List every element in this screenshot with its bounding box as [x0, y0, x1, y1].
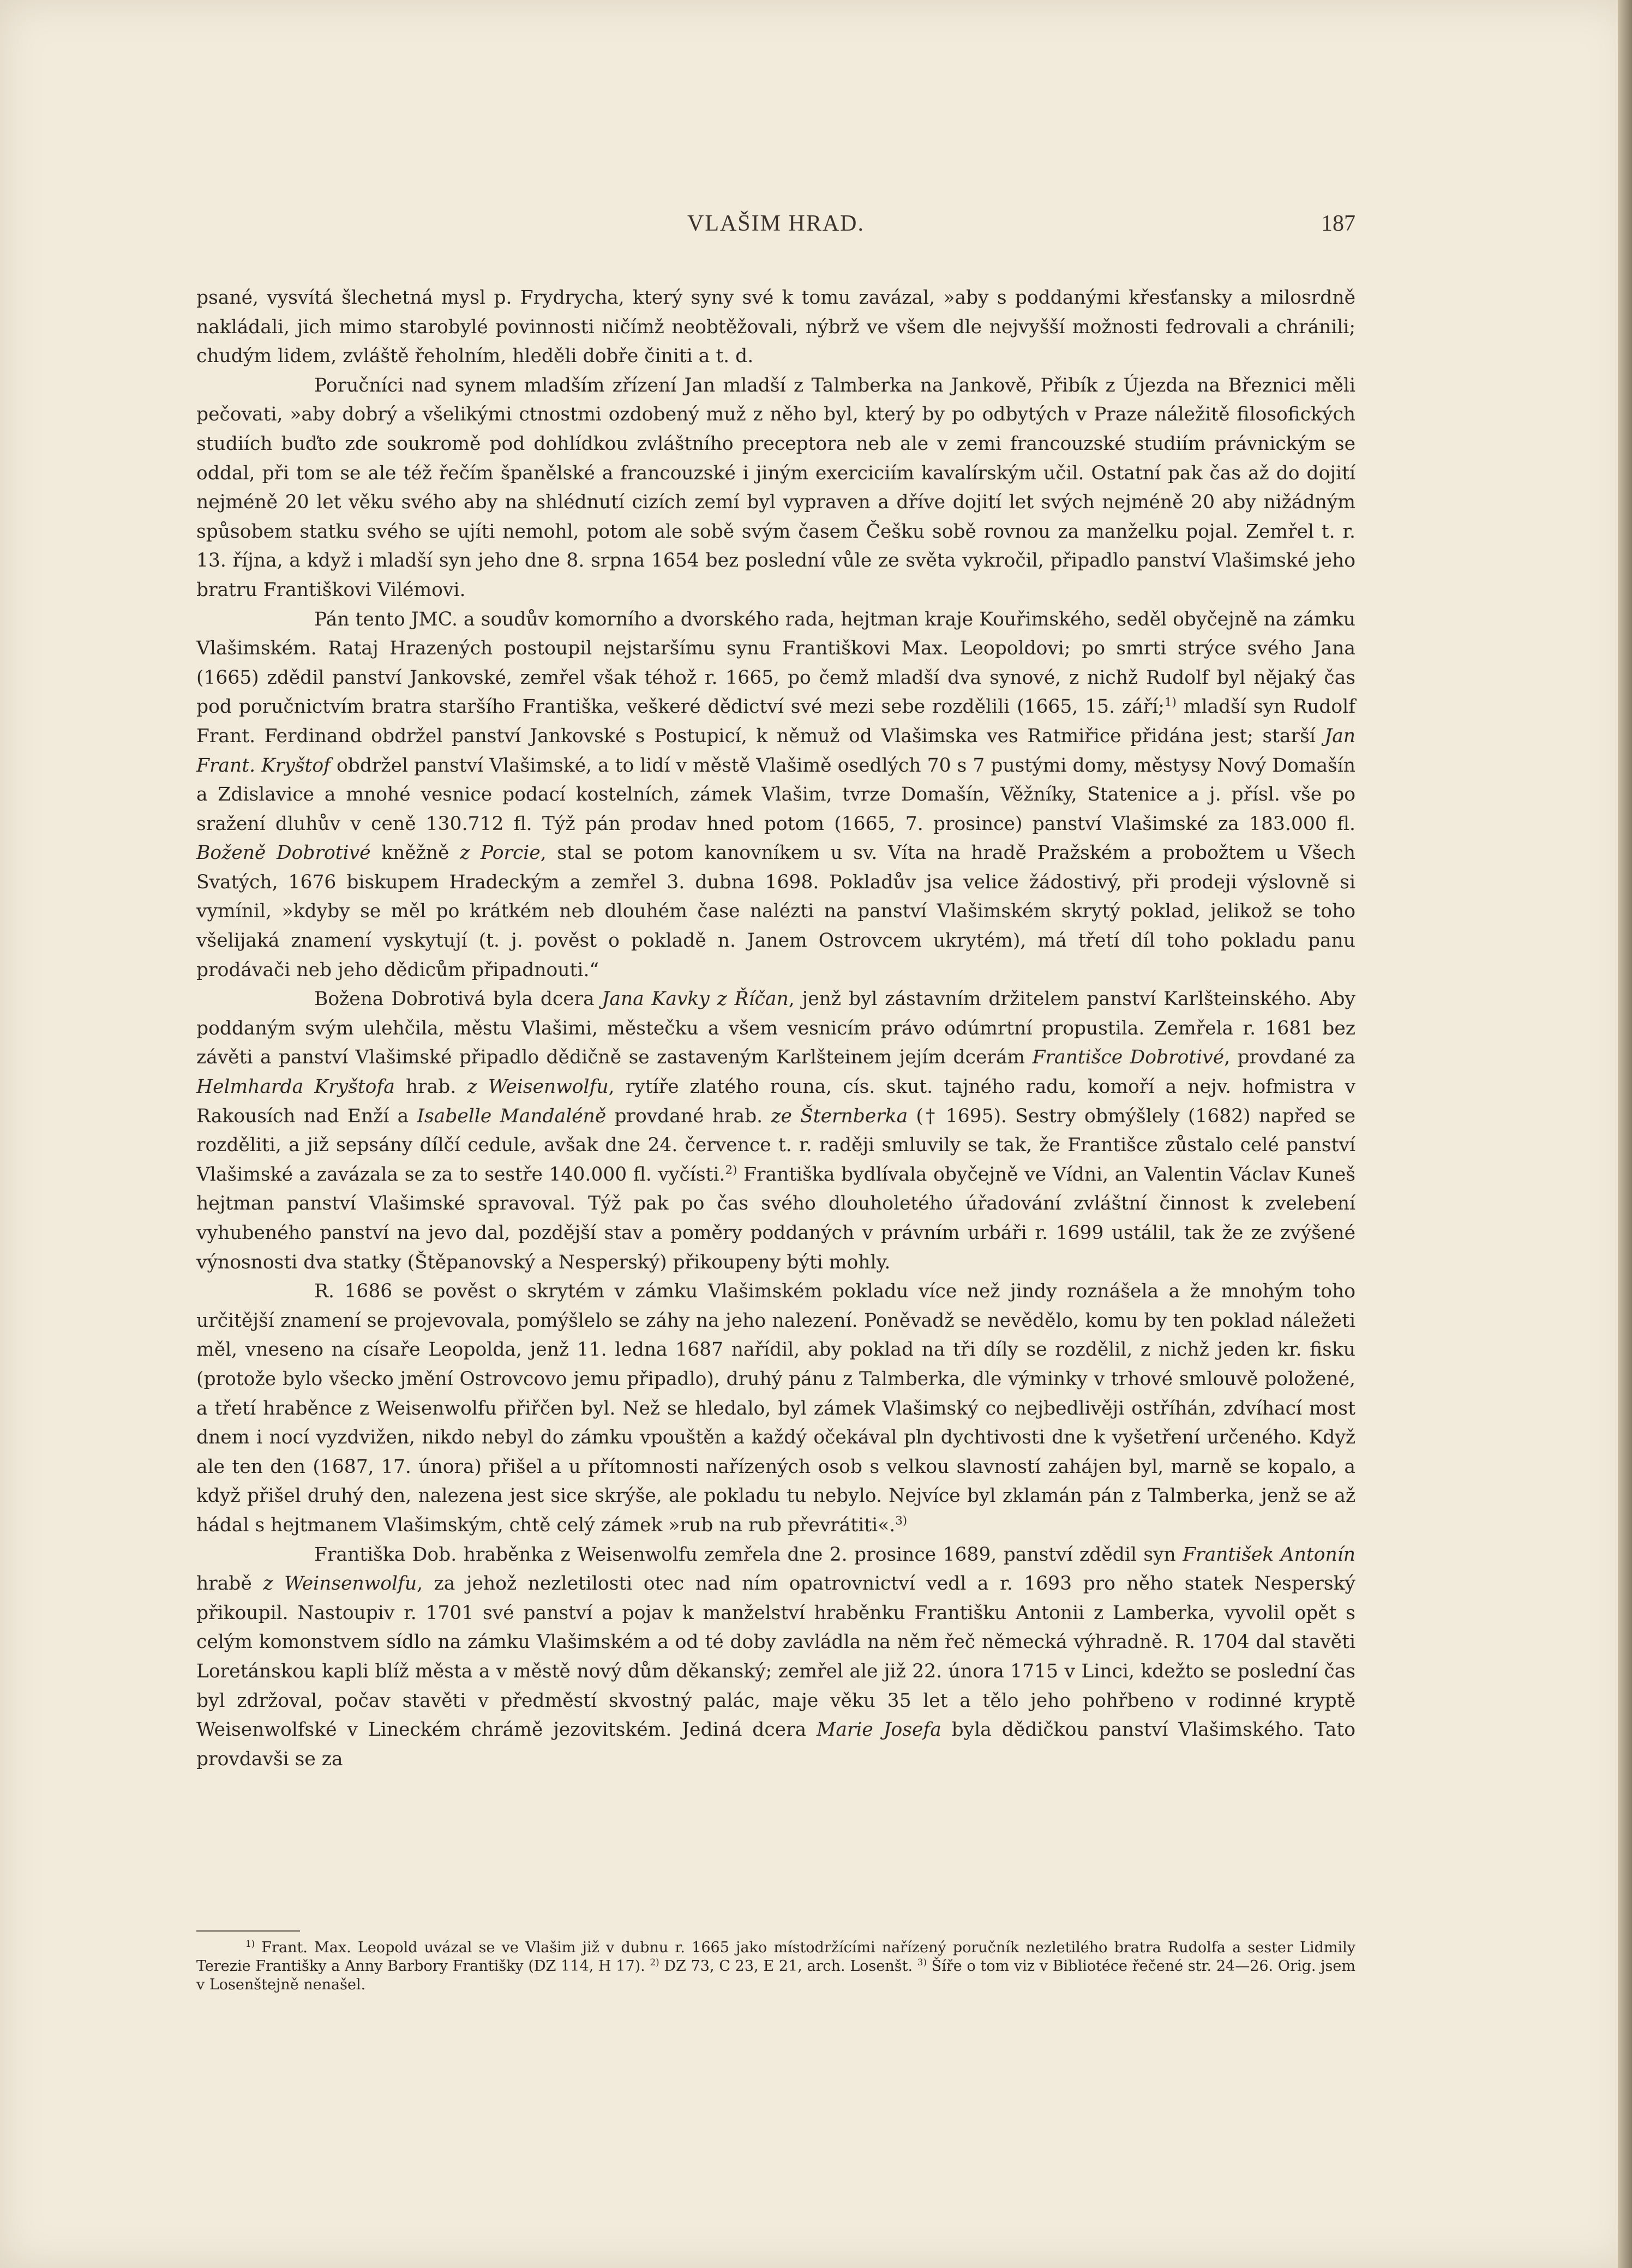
paragraph	[196, 605, 1355, 985]
footnote-marker: 1)	[1164, 695, 1177, 709]
running-header	[196, 203, 1355, 246]
text-run: DZ 73, C 23, E 21, arch. Losenšt.	[659, 1958, 917, 1975]
paragraph	[196, 1541, 1355, 1774]
text-run: , rytíře zlatého rouna, cís. skut. tajného radu, komoří a nejv. hofmistra v Rakousích nad Enží a	[196, 1076, 1356, 1127]
italic-name: Isabelle Mandaléně	[417, 1105, 607, 1127]
italic-name: Marie Josefa	[817, 1719, 941, 1741]
footnote-marker: 1)	[245, 1938, 255, 1949]
text-run: , provdané za	[1224, 1046, 1355, 1069]
text-run: byla dědičkou panství Vlašimského. Tato provdavši se za	[196, 1719, 1355, 1770]
text-run: Pán tento JMC. a soudův komorního a dvorského rada, hejtman kraje Kouřimského, seděl obyčejně na zámku Vlašimském. Rataj Hrazených postoupil nejstaršímu synu Františkovi Max. Leopoldovi; po smrti strýce svého Jana (1665) zdědil panství Jankovské, zemřel však téhož r. 1665, po čemž mladší dva synové, z nichž Rudolf byl nějaký čas pod poručnictvím bratra staršího Františka, veškeré dědictví své mezi sebe rozdělili (1665, 15. září;	[196, 608, 1355, 718]
footnote-rule	[196, 1930, 300, 1932]
text-run: , stal se potom kanovníkem u sv. Víta na hradě Pražském a probožtem u Všech Svatých, 1676 biskupem Hradeckým a zemřel 3. dubna 1698. Pokladův jsa velice žádostivý, při prodeji výslovně si vymínil, »kdyby se měl po krátkém neb dlouhém čase nalézti na panství Vlašimském skrytý poklad, jelikož se toho všelijaká znamení vyskytují (t. j. pověst o pokladě n. Janem Ostrovcem ukrytém), má třetí díl toho pokladu panu prodávači neb jeho dědicům připadnouti.“	[196, 842, 1356, 981]
text-run: R. 1686 se pověst o skrytém v zámku Vlašimském pokladu více než jindy roznášela a že mnohým toho určitější znamení se projevovala, pomýšlelo se záhy na jeho nalezení. Poněvadž se nevědělo, komu by ten poklad náležeti měl, vneseno na císaře Leopolda, jenž 11. ledna 1687 nařídil, aby poklad na tři díly se rozdělil, z nichž jeden kr. fisku (protože bylo všecko jmění Ostrovcovo jemu připadlo), druhý pánu z Talmberka, dle výminky v trhové smlouvě položené, a třetí hraběnce z Weisenwolfu přiřčen byl. Než se hledalo, byl zámek Vlašimský co nejbedlivěji ostříhán, zdvíhací most dnem i nocí vyzdvižen, nikdo nebyl do zámku vpouštěn a každý očekával pln dychtivosti dne k vyšetření určeného. Když ale ten den (1687, 17. února) přišel a u přítomnosti nařízených osob s velkou slavností zahájen byl, marně se kopalo, a když přišel druhý den, nalezena jest sice skrýše, ale pokladu tu nebylo. Nejvíce byl zklamán pán z Talmberka, jenž se až hádal s hejtmanem Vlašimským, chtě celý zámek »rub na rub převrátiti«.	[196, 1280, 1355, 1536]
text-run: psané, vysvítá šlechetná mysl p. Frydrycha, který syny své k tomu zavázal, »aby s poddanými křesťansky a milosrdně nakládali, jich mimo starobylé povinnosti ničímž neobtěžovali, nýbrž ve všem dle nejvyšší možnosti fedrovali a chránili; chudým lidem, zvláště řeholním, hleděli dobře činiti a t. d.	[196, 287, 1355, 368]
italic-name: Boženě Dobrotivé	[196, 842, 371, 864]
footnote-marker: 2)	[650, 1957, 659, 1968]
footnote-marker: 3)	[895, 1514, 908, 1528]
italic-name: František Antonín	[1183, 1543, 1355, 1566]
italic-name: ze Šternberka	[771, 1105, 908, 1127]
italic-name: z Weinsenwolfu	[263, 1573, 417, 1595]
binding-edge	[1618, 0, 1632, 2268]
text-run: hrabě	[196, 1573, 263, 1595]
text-run: kněžně	[370, 842, 460, 864]
text-run: provdané hrab.	[606, 1105, 771, 1127]
running-title: VLAŠIM HRAD.	[687, 211, 865, 236]
paragraph	[196, 985, 1355, 1277]
footnotes	[196, 1939, 1355, 1994]
text-run: hrab.	[394, 1076, 467, 1098]
text-run: Františka Dob. hraběnka z Weisenwolfu zemřela dne 2. prosince 1689, panství zdědil syn	[314, 1543, 1183, 1566]
text-run: obdržel panství Vlašimské, a to lidí v městě Vlašimě osedlých 70 s 7 pustými domy, městysy Nový Domašín a Zdislavice a mnohé vesnice podací kostelních, zámek Vlašim, tvrze Domašín, Věžníky, Statenice a j. přísl. vše po sražení dluhův v ceně 130.712 fl. Týž pán prodav hned potom (1665, 7. prosince) panství Vlašimské za 183.000 fl.	[196, 754, 1355, 835]
page-number: 187	[1321, 211, 1355, 236]
italic-name: Františce Dobrotivé	[1032, 1046, 1225, 1069]
text-run: Šíře o tom viz v Bibliotéce řečené str. 24—26. Orig. jsem v Losenštejně nenašel.	[196, 1958, 1355, 1993]
footnote	[196, 1939, 1355, 1994]
text-run: Božena Dobrotivá byla dcera	[314, 988, 602, 1010]
paragraph	[196, 1277, 1355, 1540]
text-run: Poručníci nad synem mladším zřízení Jan mladší z Talmberka na Jankově, Přibík z Újezda na Březnici měli pečovati, »aby dobrý a všelikými ctnostmi ozdobený muž z něho byl, který by po odbytých v Praze náležitě filosofických studiích buďto zde soukromě pod dohlídkou zvláštního preceptora neb ale v zemi francouzské studiím právnickým se oddal, při tom se ale též řečím španělské a francouzské i jiným exerciciím kavalírským učil. Ostatní pak čas až do dojití nejméně 20 let věku svého aby na shlédnutí cizích zemí byl vypraven a dříve dojití let svých nejméně 20 aby nižádným spůsobem statku svého se ujíti nemohl, potom ale sobě svým časem Češku sobě rovnou za manželku pojal. Zemřel t. r. 13. října, a když i mladší syn jeho dne 8. srpna 1654 bez poslední vůle ze světa vykročil, připadlo panství Vlašimské jeho bratru Františkovi Vilémovi.	[196, 374, 1355, 601]
italic-name: Jan Frant. Kryštof	[196, 725, 1355, 777]
paragraph	[196, 284, 1355, 371]
italic-name: z Weisenwolfu	[467, 1076, 609, 1098]
text-run: mladší syn Rudolf Frant. Ferdinand obdržel panství Jankovské s Postupicí, k němuž od Vlašimska ves Ratmiřice přidána jest; starší	[196, 696, 1356, 747]
paragraph	[196, 371, 1355, 605]
text-run: Františka bydlívala obyčejně ve Vídni, an Valentin Václav Kuneš hejtman panství Vlašimské spravoval. Týž pak po čas svého dlouholetého úřadování zvláštní činnost k zvelebení vyhubeného panství na jevo dal, pozdější stav a poměry poddaných v právním urbáři r. 1699 ustálil, tak že ze zvýšené výnosnosti dva statky (Štěpanovský a Nesperský) přikoupeny býti mohly.	[196, 1163, 1355, 1273]
italic-name: z Porcie	[460, 842, 541, 864]
italic-name: Helmharda Kryštofa	[196, 1076, 395, 1098]
text-run: († 1695). Sestry obmýšlely (1682) napřed se rozděliti, a již sepsány dílčí cedule, avšak dne 24. července t. r. raději smluvily se tak, že Františce zůstalo celé panství Vlašimské a zavázala se za to sestře 140.000 fl. vyčísti.	[196, 1105, 1356, 1186]
text-run: , za jehož nezletilosti otec nad ním opatrovnictví vedl a r. 1693 pro něho statek Nesperský přikoupil. Nastoupiv r. 1701 své panství a pojav k manželství hraběnku Františku Antonii z Lamberka, vyvolil opět s celým komonstvem sídlo na zámku Vlašimském a od té doby zavládla na něm řeč německá výhradně. R. 1704 dal stavěti Loretánskou kapli blíž města a v městě nový dům děkanský; zemřel ale již 22. února 1715 v Linci, kdežto se poslední čas byl zdržoval, počav stavěti v předměstí skvostný palác, maje věku 35 let a tělo jeho pohřbeno v rodinné kryptě Weisenwolfské v Lineckém chrámě jezovitském. Jediná dcera	[196, 1573, 1355, 1741]
footnote-marker: 3)	[917, 1957, 927, 1968]
text-run: , jenž byl zástavním držitelem panství Karlšteinského. Aby poddaným svým ulehčila, městu Vlašimi, městečku a všem vesnicím právo odúmrtní propustila. Zemřela r. 1681 bez závěti a panství Vlašimské připadlo dědičně se zastaveným Karlšteinem jejím dcerám	[196, 988, 1355, 1069]
footnote-marker: 2)	[725, 1163, 737, 1177]
main-text	[196, 284, 1355, 1774]
italic-name: Jana Kavky z Říčan	[602, 988, 789, 1010]
text-run: Frant. Max. Leopold uvázal se ve Vlašim již v dubnu r. 1665 jako místodržícími nařízený poručník nezletilého bratra Rudolfa a sester Lidmily Terezie Františky a Anny Barbory Františky (DZ 114, H 17).	[196, 1939, 1355, 1975]
